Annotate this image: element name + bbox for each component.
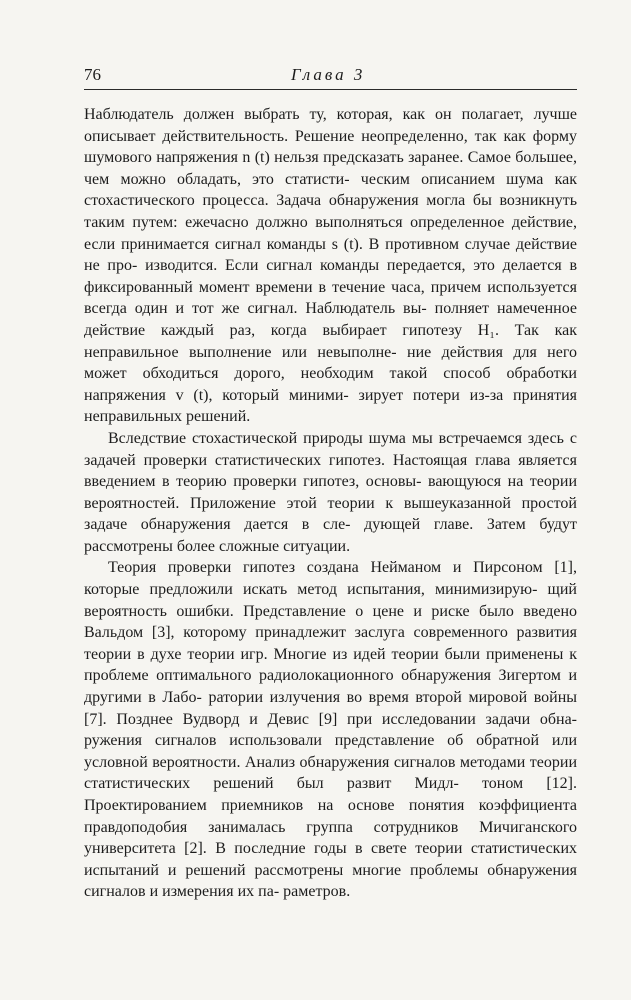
text-line: ружения сигналов использовали представление об обратной	[84, 732, 540, 750]
text-line: методами теории статистических решений был развит Мидл-	[84, 753, 578, 793]
text-line: лучше описывает действительность. Решение неопределенно,	[84, 106, 578, 145]
text-line: к вышеуказанной простой задаче обнаружения дается в сле-	[84, 494, 577, 534]
text-line: или условной вероятности. Анализ обнаружения сигналов	[84, 732, 577, 771]
text-line: заранее. Самое большее, чем можно обладать, это статисти-	[84, 149, 578, 188]
text-line: было введено Вальдом [3], которому принадлежит заслуга	[84, 602, 578, 642]
chapter-title: Глава 3	[291, 65, 366, 84]
text-line: коэффициента правдоподобия занималась группа сотрудников	[84, 797, 577, 836]
text-line: ситуации.	[283, 537, 351, 555]
text-line: Позднее Вудворд и Девис [9] при исследовании задачи обна-	[116, 710, 577, 728]
text-line: раметров.	[283, 883, 351, 901]
text-line: радиолокационного обнаружения Зигертом и другими в Лабо-	[84, 667, 577, 707]
text-line: обнаружения могла бы возникнуть таким путем: ежечасно	[84, 192, 578, 231]
text-line: ческим описанием шума как стохастического процесса. Задача	[84, 170, 577, 210]
body-text	[84, 104, 577, 903]
paragraph-2	[84, 428, 577, 558]
text-line: тоном [12]. Проектированием приемников на основе понятия	[84, 775, 578, 814]
text-line: полняет намеченное действие каждый раз, когда выбирает	[84, 300, 578, 339]
text-line: сигнал команды s (t). В противном случае действие не про-	[84, 235, 578, 275]
text-line: вающуюся на теории вероятностей. Приложение этой теории	[84, 473, 578, 512]
text-line: гипотезу H₁. Так как неправильное выполнение или невыполне-	[84, 321, 577, 361]
text-line: изводится. Если сигнал команды передается, это делается	[145, 257, 562, 275]
text-line: Теория проверки гипотез создана Нейманом и Пирсоном [1],	[108, 559, 577, 577]
text-line: такой способ обработки напряжения v (t), который миними-	[84, 365, 577, 404]
text-line: в фиксированный момент времени в течение часа, причем	[84, 257, 578, 296]
text-line: зирует потери из-за принятия неправильных решений.	[84, 386, 578, 426]
text-line: глава является введением в теорию проверки гипотез, основы-	[84, 451, 578, 491]
text-line: должно выполняться определенное действие, если принимается	[84, 213, 578, 253]
page-number: 76	[84, 65, 101, 84]
text-line: здесь с задачей проверки статистических гипотез. Настоящая	[84, 429, 578, 469]
header-rule	[84, 89, 577, 90]
text-line: которые предложили искать метод испытания, минимизирую-	[84, 581, 538, 599]
text-line: из идей теории были применены к проблеме оптимального	[84, 645, 578, 685]
text-line: Наблюдатель должен выбрать ту, которая, как он полагает,	[84, 106, 524, 123]
text-line: современного развития теории в духе теории игр. Многие	[84, 624, 577, 663]
text-line: Вследствие стохастической природы шума мы встречаемся	[108, 429, 522, 447]
text-line: дующей главе. Затем будут рассмотрены более сложные	[84, 516, 578, 555]
text-line: щий вероятность ошибки. Представление о цене и риске	[84, 581, 577, 620]
text-line: так как форму шумового напряжения n (t) нельзя предсказать	[84, 127, 578, 167]
text-line: Мичиганского университета [2]. В последние годы в свете	[84, 818, 577, 858]
text-line: используется всегда один и тот же сигнал. Наблюдатель вы-	[84, 278, 578, 318]
text-line: ние действия для него может обходиться дорого, необходим	[84, 343, 578, 383]
running-header	[84, 64, 577, 86]
text-line: многие проблемы обнаружения сигналов и измерения их па-	[84, 861, 578, 901]
text-line: ратории излучения во время второй мировой войны [7].	[84, 689, 578, 728]
text-line: теории статистических испытаний и решений рассмотрены	[84, 840, 578, 879]
paragraph-3	[84, 557, 577, 903]
paragraph-1	[84, 104, 577, 428]
